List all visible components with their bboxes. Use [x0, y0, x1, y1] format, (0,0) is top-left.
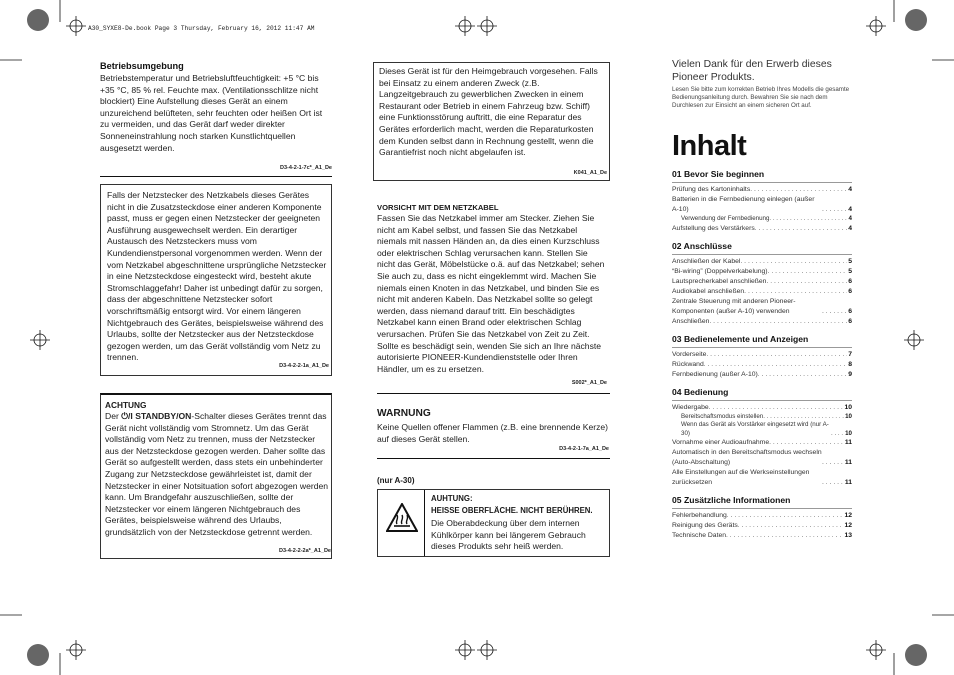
cable-title: VORSICHT MIT DEM NETZKABEL — [377, 203, 499, 212]
toc-page-number: 11 — [844, 439, 852, 447]
toc-entry[interactable] — [672, 257, 852, 267]
toc-entry-label: Vorderseite — [672, 350, 707, 358]
toc-leader-dots — [822, 478, 844, 488]
hot-surface-icon — [386, 503, 418, 532]
toc-leader-dots — [758, 370, 847, 380]
toc-entry[interactable] — [672, 360, 852, 370]
divider — [100, 176, 332, 177]
toc-leader-dots — [704, 360, 847, 370]
warn-title: WARNUNG — [377, 408, 431, 419]
toc-entry[interactable] — [672, 297, 852, 317]
toc-entry[interactable] — [672, 317, 852, 327]
toc-entry[interactable] — [672, 521, 852, 531]
toc-leader-dots — [744, 287, 847, 297]
toc-page-number: 4 — [848, 224, 852, 232]
toc-divider — [672, 347, 852, 348]
warn-text: Keine Quellen offener Flammen (z.B. eine brennende Kerze) auf dieses Gerät stellen. — [377, 422, 609, 444]
hot-title-1: AUHTUNG: — [431, 494, 473, 503]
cable-ref: S002*_A1_De — [571, 380, 607, 386]
toc-entry[interactable] — [672, 531, 852, 541]
toc-entry[interactable] — [672, 511, 852, 521]
toc-leader-dots — [750, 185, 847, 195]
toc-entry-label: Aufstellung des Verstärkers — [672, 224, 755, 232]
intro-text: Lesen Sie bitte zum korrekten Betrieb Ihres Modells die gesamte Bedienungsanleitung durch. Bewahren Sie sie nach dem Durchlesen zur Einsicht an einem sicheren Ort auf. — [672, 86, 850, 110]
toc-entry-label: Wenn das Gerät als Vorstärker eingesetzt wird (nur A-30) — [681, 421, 829, 437]
hot-text: Die Oberabdeckung über dem internen Kühlkörper kann bei längerem Gebrauch dieses Produkts sehr heiß werden. — [431, 518, 586, 552]
toc-page-number: 4 — [848, 206, 852, 213]
toc-leader-dots — [726, 531, 843, 541]
toc-entry[interactable] — [672, 438, 852, 448]
only-a30-label: (nur A-30) — [377, 476, 415, 485]
cable-text: Fassen Sie das Netzkabel immer am Stecker. Ziehen Sie nicht am Kabel selbst, und fassen Sie das Netzkabel niemals mit nassen Händen an, da dies einen Kurzschluss oder elektrischen Schlag verursachen kann. Stellen Sie nicht das Gerät, Möbelstücke o.ä. auf das Netzkabel; sehen Sie auch zu, dass es nicht eingeklemmt wird. Machen Sie niemals einen Knoten in das Netzkabel, und binden Sie es nicht mit anderen Kabeln. Das Netzkabel sollte so gelegt werden, dass niemand darauf tritt. Ein beschädigtes Netzkabel kann einen Brand oder elektrischen Schlag verursachen. Prüfen Sie das Netzkabel von Zeit zu Zeit. Sollte es beschädigt sein, wenden Sie sich an Ihre nächste autorisierte PIONEER-Kundendienststelle oder Ihren Händler, um es zu ersetzen. — [377, 213, 605, 374]
toc-page-number: 10 — [845, 429, 852, 437]
plug-ref: D3-4-2-2-1a_A1_De — [279, 363, 329, 369]
toc-page-number: 6 — [848, 277, 852, 285]
achtung-text: Der ⏻/I STANDBY/ON-Schalter dieses Gerätes trennt das Gerät nicht vollständig vom Stromnetz. Um das Gerät vollständig vom Netz zu trennen, muss der Netzstecker aus der Netzsteckdose gezogen werden. Daher sollte das Gerät so aufgestellt werden, dass stets ein unbehinderter Zugang zur Netzsteckdose gewährleistet ist, damit der Netzstecker in einer Notsituation sofort abgezogen werden kann. Um Brandgefahr auszuschließen, sollte der Netzstecker vor einem längeren Nichtgebrauch des Gerätes, beispielsweise während des Urlaubs, grundsätzlich von der Netzsteckdose getrennt werden. — [105, 411, 329, 537]
toc-page-number: 11 — [844, 479, 852, 487]
thanks-text: Vielen Dank für den Erwerb dieses Pioneer Produkts. — [672, 59, 832, 83]
achtung-title: ACHTUNG — [105, 400, 147, 410]
toc-entry-label: Technische Daten — [672, 532, 727, 540]
toc-entry[interactable] — [672, 370, 852, 380]
toc-leader-dots — [831, 430, 844, 439]
toc-entry-label: Fehlerbehandlung — [672, 512, 727, 520]
toc-entry[interactable] — [672, 185, 852, 195]
toc-page-number: 6 — [848, 317, 852, 325]
toc-section-title[interactable]: 02 Anschlüsse — [672, 240, 732, 251]
toc-entry[interactable] — [672, 267, 852, 277]
toc-page-number: 6 — [848, 307, 852, 315]
env-title: Betriebsumgebung — [100, 61, 184, 71]
toc-page-number: 5 — [848, 267, 852, 275]
print-header: A30_SYXE8-De.book Page 3 Thursday, February 16, 2012 11:47 AM — [88, 25, 315, 32]
toc-divider — [672, 182, 852, 183]
home-text: Dieses Gerät ist für den Heimgebrauch vorgesehen. Falls bei Einsatz zu einem anderen Zweck (z.B. Langzeitgebrauch zu gewerblichen Zwecken in einem Restaurant oder Betrieb in einem Fahrzeug bzw. Schiff) eine Funktionsstörung auftritt, die eine Reparatur des Gerätes erforderlich macht, werden die Reparaturkosten dem Kunden selbst dann in Rechnung gestellt, wenn die Garantiefrist noch nicht abgelaufen ist. — [379, 66, 598, 158]
hot-surface-box — [377, 489, 610, 557]
toc-entry-label: Anschließen der Kabel — [672, 257, 741, 265]
toc-page-number: 8 — [848, 360, 852, 368]
toc-entry-label: Vornahme einer Audioaufnahme — [672, 439, 770, 447]
toc-leader-dots — [766, 277, 847, 287]
toc-entry[interactable] — [672, 421, 852, 438]
hot-title-2: HEISSE OBERFLÄCHE. NICHT BERÜHREN. — [431, 506, 593, 515]
toc-leader-dots — [768, 267, 848, 277]
toc-entry-label: Rückwand — [672, 360, 704, 368]
toc-leader-dots — [769, 438, 844, 448]
toc-leader-dots — [740, 257, 847, 267]
toc-entry-label: Zentrale Steuerung mit anderen Pioneer-Komponenten (außer A-10) verwenden — [672, 297, 796, 315]
toc-page-number: 10 — [844, 403, 852, 411]
toc-divider — [672, 254, 852, 255]
toc-page-number: 7 — [848, 350, 852, 358]
toc-entry-label: Lautsprecherkabel anschließen — [672, 277, 767, 285]
home-ref: K041_A1_De — [573, 170, 607, 176]
toc-entry-label: Prüfung des Kartoninhalts — [672, 186, 751, 193]
toc-entry-label: Alle Einstellungen auf die Werkseinstellungen zurücksetzen — [672, 469, 810, 487]
toc-leader-dots — [709, 403, 844, 413]
toc-page-number: 12 — [844, 512, 852, 520]
toc-leader-dots — [709, 317, 847, 327]
toc-leader-dots — [755, 224, 847, 234]
toc-entry-label: Audiokabel anschließen — [672, 287, 745, 295]
toc-entry-label: Verwendung der Fernbedienung — [681, 215, 770, 222]
toc-entry[interactable] — [672, 448, 852, 468]
plug-text: Falls der Netzstecker des Netzkabels dieses Gerätes nicht in die Zusatzsteckdose einer anderen Komponente passt, muss er gegen einen Netzstecker der geeigneten Ausführung ausgewechselt werden. Ein derartiger Austausch des Netzsteckers muss vom Kundendienstpersonal vorgenommen werden. Wenn der vom Netzkabel abgeschnittene ursprüngliche Netzstecker in eine Netzsteckdose eingesteckt wird, besteht akute Stromschlaggefahr! Daher ist unbedingt dafür zu sorgen, dass der abgeschnittene Netzstecker sofort vorschriftsmäßig entsorgt wird. Vor einem längeren Nichtgebrauch des Gerätes, beispielsweise während des Urlaubs, sollte der Netzstecker aus der Netzsteckdose gezogen werden, um das Gerät vollständig vom Netz zu trennen. — [107, 190, 327, 363]
toc-entry-label: Fernbedienung (außer A-10) — [672, 370, 758, 378]
toc-section-title[interactable]: 05 Zusätzliche Informationen — [672, 495, 791, 506]
home-use-box — [373, 62, 610, 181]
toc-entry-label: Wiedergabe — [672, 403, 709, 411]
toc-leader-dots — [727, 511, 844, 521]
env-text: Betriebstemperatur und Betriebsluftfeuchtigkeit: +5 °C bis +35 °C, 85 % rel. Feuchte max. (Ventilationsschlitze nicht blockiert) Eine Aufstellung dieses Gerät an einem unzureichend belüfteten, sehr feuchten oder heißen Ort ist zu vermeiden, und das Gerät darf weder direkter Sonneneinstrahlung noch starken Kunstlichtquellen ausgesetzt werden. — [100, 73, 323, 153]
toc-entry-label: Anschließen — [672, 317, 710, 325]
toc-divider — [672, 508, 852, 509]
env-ref: D3-4-2-1-7c*_A1_De — [280, 165, 332, 171]
toc-section-title[interactable]: 03 Bedienelemente und Anzeigen — [672, 333, 809, 344]
toc-entry-label: Reinigung des Geräts — [672, 522, 738, 530]
toc-entry[interactable] — [672, 350, 852, 360]
toc-page-number: 10 — [845, 412, 852, 420]
toc-page-number: 4 — [848, 186, 852, 193]
divider — [377, 393, 610, 394]
toc-page-number: 12 — [844, 522, 852, 530]
toc-leader-dots — [822, 307, 847, 317]
toc-leader-dots — [769, 215, 847, 224]
warn-ref: D3-4-2-1-7a_A1_De — [559, 446, 609, 452]
toc-entry[interactable] — [672, 413, 852, 422]
toc-entry[interactable] — [672, 195, 852, 215]
toc-leader-dots — [763, 413, 844, 422]
toc-entry[interactable] — [672, 215, 852, 224]
toc-entry[interactable] — [672, 287, 852, 297]
toc-page-number: 13 — [844, 532, 852, 540]
toc-entry[interactable] — [672, 403, 852, 413]
toc-entry-label: “Bi-wiring” (Doppelverkabelung) — [672, 267, 768, 275]
toc-page-number: 11 — [844, 459, 852, 467]
toc-section-title[interactable]: 01 Bevor Sie beginnen — [672, 169, 765, 179]
toc-entry-label: Automatisch in den Bereitschaftsmodus wechseln (Auto-Abschaltung) — [672, 449, 822, 467]
toc-leader-dots — [822, 458, 844, 468]
toc-entry[interactable] — [672, 224, 852, 234]
toc-leader-dots — [822, 205, 847, 215]
toc-page-number: 9 — [848, 370, 852, 378]
toc-section-title[interactable]: 04 Bedienung — [672, 386, 729, 397]
toc-page-number: 5 — [848, 257, 852, 265]
divider — [377, 458, 610, 459]
table-of-contents — [672, 169, 852, 541]
toc-page-number: 4 — [848, 215, 852, 222]
standby-label: ⏻/I STANDBY/ON — [121, 411, 192, 421]
toc-entry-label: Batterien in die Fernbedienung einlegen (außer A-10) — [672, 196, 815, 213]
toc-entry[interactable] — [672, 468, 852, 488]
toc-entry[interactable] — [672, 277, 852, 287]
achtung-ref: D3-4-2-2-2a*_A1_De — [279, 548, 331, 554]
achtung-box — [100, 393, 332, 559]
toc-entry-label: Bereitschaftsmodus einstellen — [681, 412, 764, 420]
toc-page-number: 6 — [848, 287, 852, 295]
toc-leader-dots — [738, 521, 844, 531]
toc-leader-dots — [706, 350, 847, 360]
plug-warning-box — [100, 184, 332, 376]
toc-title: Inhalt — [672, 130, 747, 162]
toc-divider — [672, 400, 852, 401]
